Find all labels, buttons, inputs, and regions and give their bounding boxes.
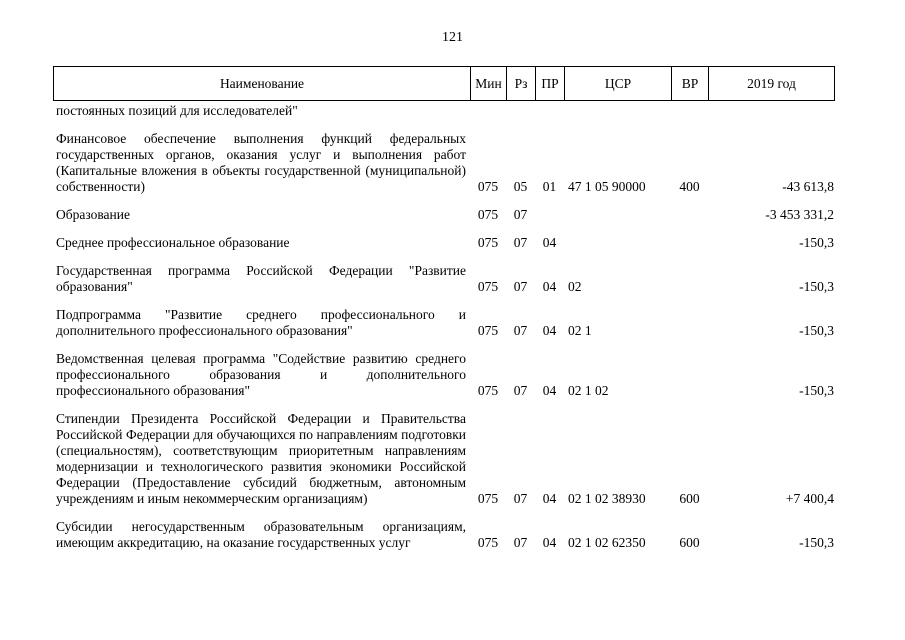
row-amount: -150,3 (799, 323, 834, 338)
row-rz (506, 103, 535, 119)
page-number: 121 (442, 30, 463, 45)
row-min: 075 (477, 179, 499, 194)
table-row (53, 119, 834, 195)
header-min: Мин (471, 67, 507, 101)
row-csr: 47 1 05 90000 (568, 179, 646, 194)
table-row (53, 507, 834, 551)
row-min: 075 (477, 383, 499, 398)
row-amount (708, 103, 834, 119)
row-rz: 07 (513, 535, 528, 550)
row-pr: 04 (542, 323, 557, 338)
row-amount: -43 613,8 (782, 179, 834, 194)
row-csr (564, 103, 671, 119)
row-min: 075 (477, 535, 499, 550)
row-pr (535, 195, 564, 223)
row-pr: 04 (542, 535, 557, 550)
row-amount: -3 453 331,2 (765, 207, 834, 222)
row-name: постоянных позиций для исследователей" (56, 103, 298, 118)
row-amount: -150,3 (799, 535, 834, 550)
table-row (53, 399, 834, 507)
row-rz: 07 (513, 207, 528, 222)
row-pr: 04 (542, 383, 557, 398)
header-name: Наименование (54, 67, 471, 101)
row-amount: -150,3 (799, 235, 834, 250)
header-year: 2019 год (709, 67, 835, 101)
header-pr: ПР (536, 67, 565, 101)
table-row (53, 251, 834, 295)
row-min: 075 (477, 279, 499, 294)
row-vr (671, 223, 708, 251)
row-rz: 07 (513, 491, 528, 506)
row-amount: -150,3 (799, 383, 834, 398)
row-rz: 07 (513, 235, 528, 250)
row-amount: -150,3 (799, 279, 834, 294)
row-name: Ведомственная целевая программа "Содействие развитию среднего профессионального образования и дополнительного профессионального образования" (56, 351, 466, 398)
row-rz: 07 (513, 383, 528, 398)
row-csr (564, 195, 671, 223)
header-rz: Рз (507, 67, 536, 101)
row-min: 075 (477, 323, 499, 338)
table-row (53, 295, 834, 339)
row-csr: 02 1 02 38930 (568, 491, 646, 506)
row-rz: 07 (513, 323, 528, 338)
header-vr: ВР (672, 67, 709, 101)
row-csr: 02 1 (568, 323, 592, 338)
row-csr: 02 1 02 62350 (568, 535, 646, 550)
table-header (53, 66, 835, 101)
row-min: 075 (477, 207, 499, 222)
row-csr: 02 1 02 (568, 383, 609, 398)
row-amount: +7 400,4 (785, 491, 834, 506)
row-vr: 400 (679, 179, 700, 194)
row-min: 075 (477, 491, 499, 506)
row-min (470, 103, 506, 119)
row-pr: 04 (542, 235, 557, 250)
row-pr: 04 (542, 491, 557, 506)
header-csr: ЦСР (565, 67, 672, 101)
row-vr: 600 (679, 535, 700, 550)
row-name: Подпрограмма "Развитие среднего профессионального и дополнительного профессионального образования" (56, 307, 466, 338)
row-vr (671, 195, 708, 223)
row-rz: 07 (513, 279, 528, 294)
row-vr (671, 103, 708, 119)
row-csr (564, 223, 671, 251)
row-min: 075 (477, 235, 499, 250)
row-vr (671, 339, 708, 399)
row-name: Среднее профессиональное образование (56, 235, 290, 250)
row-name: Стипендии Президента Российской Федерации и Правительства Российской Федерации для обучающихся по направлениям подготовки (специальностям), соответствующим приоритетным направлениям модернизации и технологического развития экономики Российской Федерации (Предоставление субсидий бюджетным, автономным учреждениям и иным некоммерческим организациям) (56, 411, 466, 506)
budget-table (53, 103, 834, 551)
row-pr (535, 103, 564, 119)
row-vr: 600 (679, 491, 700, 506)
row-vr (671, 295, 708, 339)
row-pr: 01 (542, 179, 557, 194)
row-name: Государственная программа Российской Федерации "Развитие образования" (56, 263, 466, 294)
row-csr: 02 (568, 279, 582, 294)
row-rz: 05 (513, 179, 528, 194)
table-row (53, 223, 834, 251)
row-name: Образование (56, 207, 130, 222)
table-row (53, 339, 834, 399)
row-vr (671, 251, 708, 295)
row-pr: 04 (542, 279, 557, 294)
row-name: Финансовое обеспечение выполнения функций федеральных государственных органов, оказания услуг и выполнения работ (Капитальные вложения в объекты государственной (муниципальной) собственности) (56, 131, 466, 194)
table-row (53, 103, 834, 119)
row-name: Субсидии негосударственным образовательным организациям, имеющим аккредитацию, на оказание государственных услуг (56, 519, 466, 550)
table-row (53, 195, 834, 223)
